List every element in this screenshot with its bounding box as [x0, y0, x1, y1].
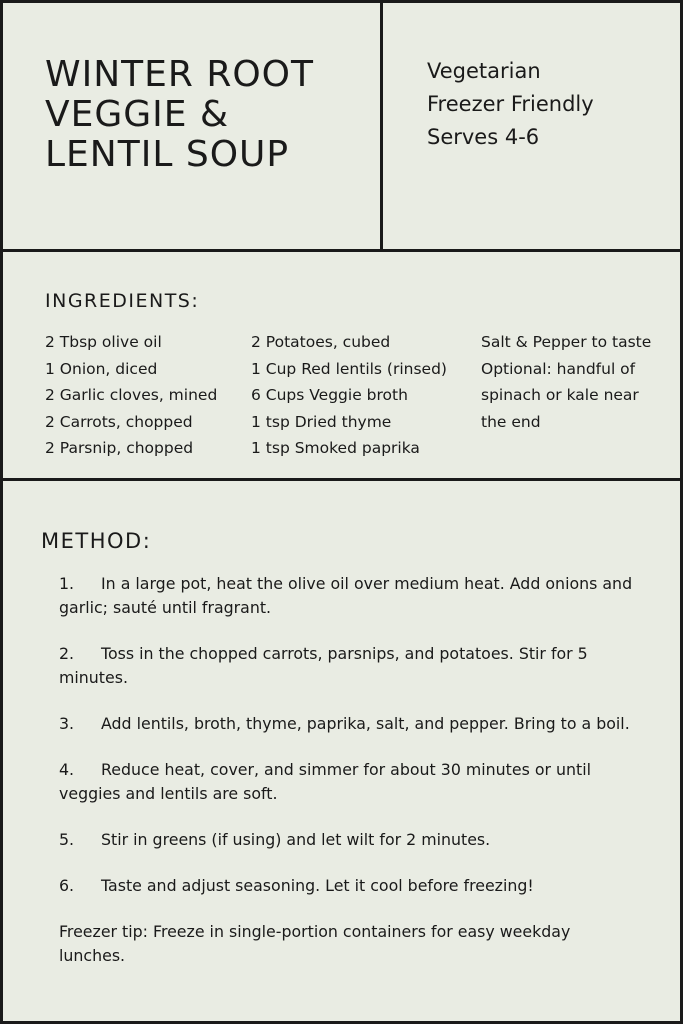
step-number: 6. — [59, 876, 75, 895]
ingredient-item: 6 Cups Veggie broth — [251, 386, 408, 404]
ingredient-item: 2 Carrots, chopped — [45, 412, 193, 431]
method-step — [59, 642, 639, 690]
tag-freezer-friendly: Freezer Friendly — [427, 92, 594, 116]
header-divider — [380, 3, 383, 249]
recipe-title: WINTER ROOT VEGGIE & LENTIL SOUP — [45, 54, 315, 175]
ingredient-item: Optional: handful of — [481, 359, 636, 378]
step-text: Taste and adjust seasoning. Let it cool before freezing! — [101, 876, 534, 895]
ingredient-item: 2 Tbsp olive oil — [45, 333, 162, 351]
method-steps — [59, 572, 639, 968]
ingredient-item: 2 Potatoes, cubed — [251, 333, 391, 351]
step-number: 2. — [59, 644, 75, 663]
ingredient-item: 1 tsp Dried thyme — [251, 412, 392, 431]
ingredients-section — [3, 252, 680, 481]
step-text: Toss in the chopped carrots, parsnips, and potatoes. Stir for 5 minutes. — [59, 644, 588, 687]
ingredient-item: 2 Garlic cloves, mined — [45, 386, 218, 404]
recipe-header — [3, 3, 680, 252]
method-heading: METHOD: — [41, 529, 152, 553]
tag-serves: Serves 4-6 — [427, 125, 540, 149]
method-step — [59, 572, 639, 620]
step-text: In a large pot, heat the olive oil over medium heat. Add onions and garlic; sauté until fragrant. — [59, 574, 633, 617]
step-text: Reduce heat, cover, and simmer for about 30 minutes or until veggies and lentils are soft. — [59, 760, 592, 803]
step-number: 1. — [59, 574, 75, 593]
ingredient-item: 1 Onion, diced — [45, 359, 158, 378]
recipe-tags — [427, 55, 594, 154]
ingredients-heading: INGREDIENTS: — [45, 290, 200, 312]
step-number: 4. — [59, 760, 75, 779]
method-step — [59, 874, 639, 898]
ingredients-column-2 — [251, 329, 447, 462]
ingredient-item: the end — [481, 412, 541, 431]
step-number: 3. — [59, 714, 75, 733]
method-step — [59, 712, 639, 736]
ingredients-column-3 — [481, 329, 651, 435]
ingredient-item: 1 tsp Smoked paprika — [251, 439, 420, 457]
method-section — [3, 481, 680, 1021]
ingredients-column-1 — [45, 329, 217, 462]
ingredient-item: spinach or kale near — [481, 386, 639, 404]
method-step — [59, 828, 639, 852]
tag-vegetarian: Vegetarian — [427, 59, 541, 83]
step-text: Stir in greens (if using) and let wilt for 2 minutes. — [101, 830, 491, 849]
ingredient-item: 2 Parsnip, chopped — [45, 439, 194, 457]
step-number: 5. — [59, 830, 75, 849]
freezer-tip: Freezer tip: Freeze in single-portion containers for easy weekday lunches. — [59, 922, 571, 965]
ingredient-item: Salt & Pepper to taste — [481, 333, 652, 351]
ingredient-item: 1 Cup Red lentils (rinsed) — [251, 359, 447, 378]
step-text: Add lentils, broth, thyme, paprika, salt, and pepper. Bring to a boil. — [101, 714, 630, 733]
method-step — [59, 758, 639, 806]
